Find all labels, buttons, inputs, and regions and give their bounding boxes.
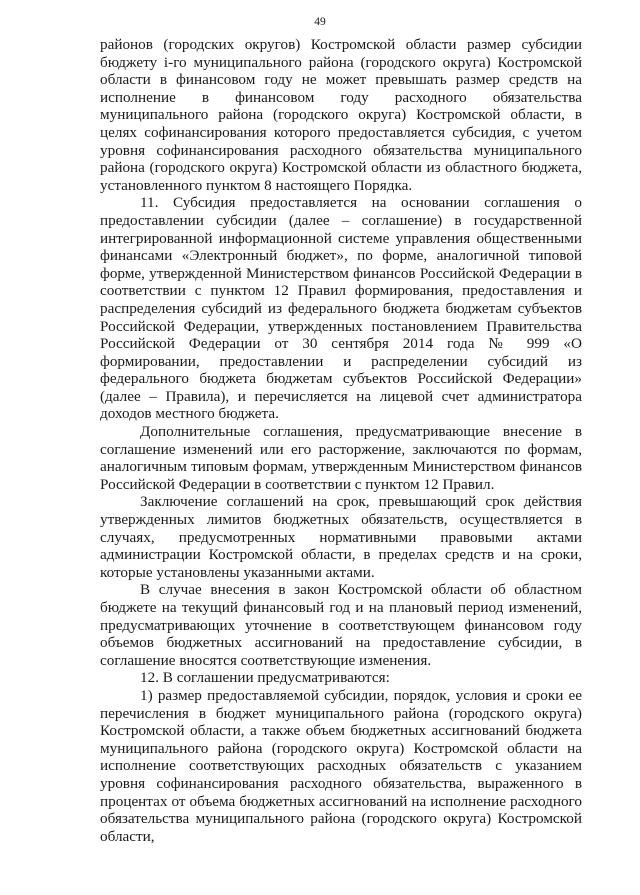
paragraph-item-11: 11. Субсидия предоставляется на основании соглашения о предоставлении субсидии (далее – соглашение) в государственной интегрированной информационной системе управления общественными финансами «Электронный бюджет», по форме, аналогичной типовой форме, утвержденной Министерством финансов Российской Федерации в соответствии с пунктом 12 Правил формирования, предоставления и распределения субсидий из федерального бюджета бюджетам субъектов Российской Федерации, утвержденных постановлением Правительства Российской Федерации от 30 сентября 2014 года № 999 «О формировании, предоставлении и распределении субсидий из федерального бюджета бюджетам субъектов Российской Федерации» (далее – Правила), и перечисляется на лицевой счет администратора доходов местного бюджета.: [100, 194, 582, 423]
document-body: [100, 36, 582, 845]
paragraph-budget-changes: В случае внесения в закон Костромской области об областном бюджете на текущий финансовый год и на плановый период изменений, предусматривающих уточнение в соответствующем финансовом году объемов бюджетных ассигнований на предоставление субсидии, в соглашение вносятся соответствующие изменения.: [100, 581, 582, 669]
paragraph-subitem-1: 1) размер предоставляемой субсидии, порядок, условия и сроки ее перечисления в бюджет муниципального района (городского округа) Костромской области, а также объем бюджетных ассигнований бюджета муниципального района (городского округа) Костромской области на исполнение соответствующих расходных обязательств с указанием уровня софинансирования расходного обязательства, выраженного в процентах от объема бюджетных ассигнований на исполнение расходного обязательства муниципального района (городского округа) Костромской области,: [100, 686, 582, 845]
paragraph-item-12: 12. В соглашении предусматриваются:: [140, 669, 390, 687]
page-number: 49: [314, 16, 326, 28]
paragraph-agreement-term: Заключение соглашений на срок, превышающий срок действия утвержденных лимитов бюджетных обязательств, осуществляется в случаях, предусмотренных нормативными правовыми актами администрации Костромской области, в пределах средств и на сроки, которые установлены указанными актами.: [100, 493, 582, 581]
paragraph-subsidy-limit: районов (городских округов) Костромской области размер субсидии бюджету i-го муниципального района (городского округа) Костромской области в финансовом году не может превышать размер средств на исполнение в финансовом году расходного обязательства муниципального района (городского округа) Костромской области, в целях софинансирования которого предоставляется субсидия, с учетом уровня софинансирования расходного обязательства муниципального района (городского округа) Костромской области из областного бюджета, установленного пунктом 8 настоящего Порядка.: [100, 36, 582, 194]
paragraph-additional-agreements: Дополнительные соглашения, предусматривающие внесение в соглашение изменений или его расторжение, заключаются по формам, аналогичным типовым формам, утвержденным Министерством финансов Российской Федерации в соответствии с пунктом 12 Правил.: [100, 423, 582, 493]
